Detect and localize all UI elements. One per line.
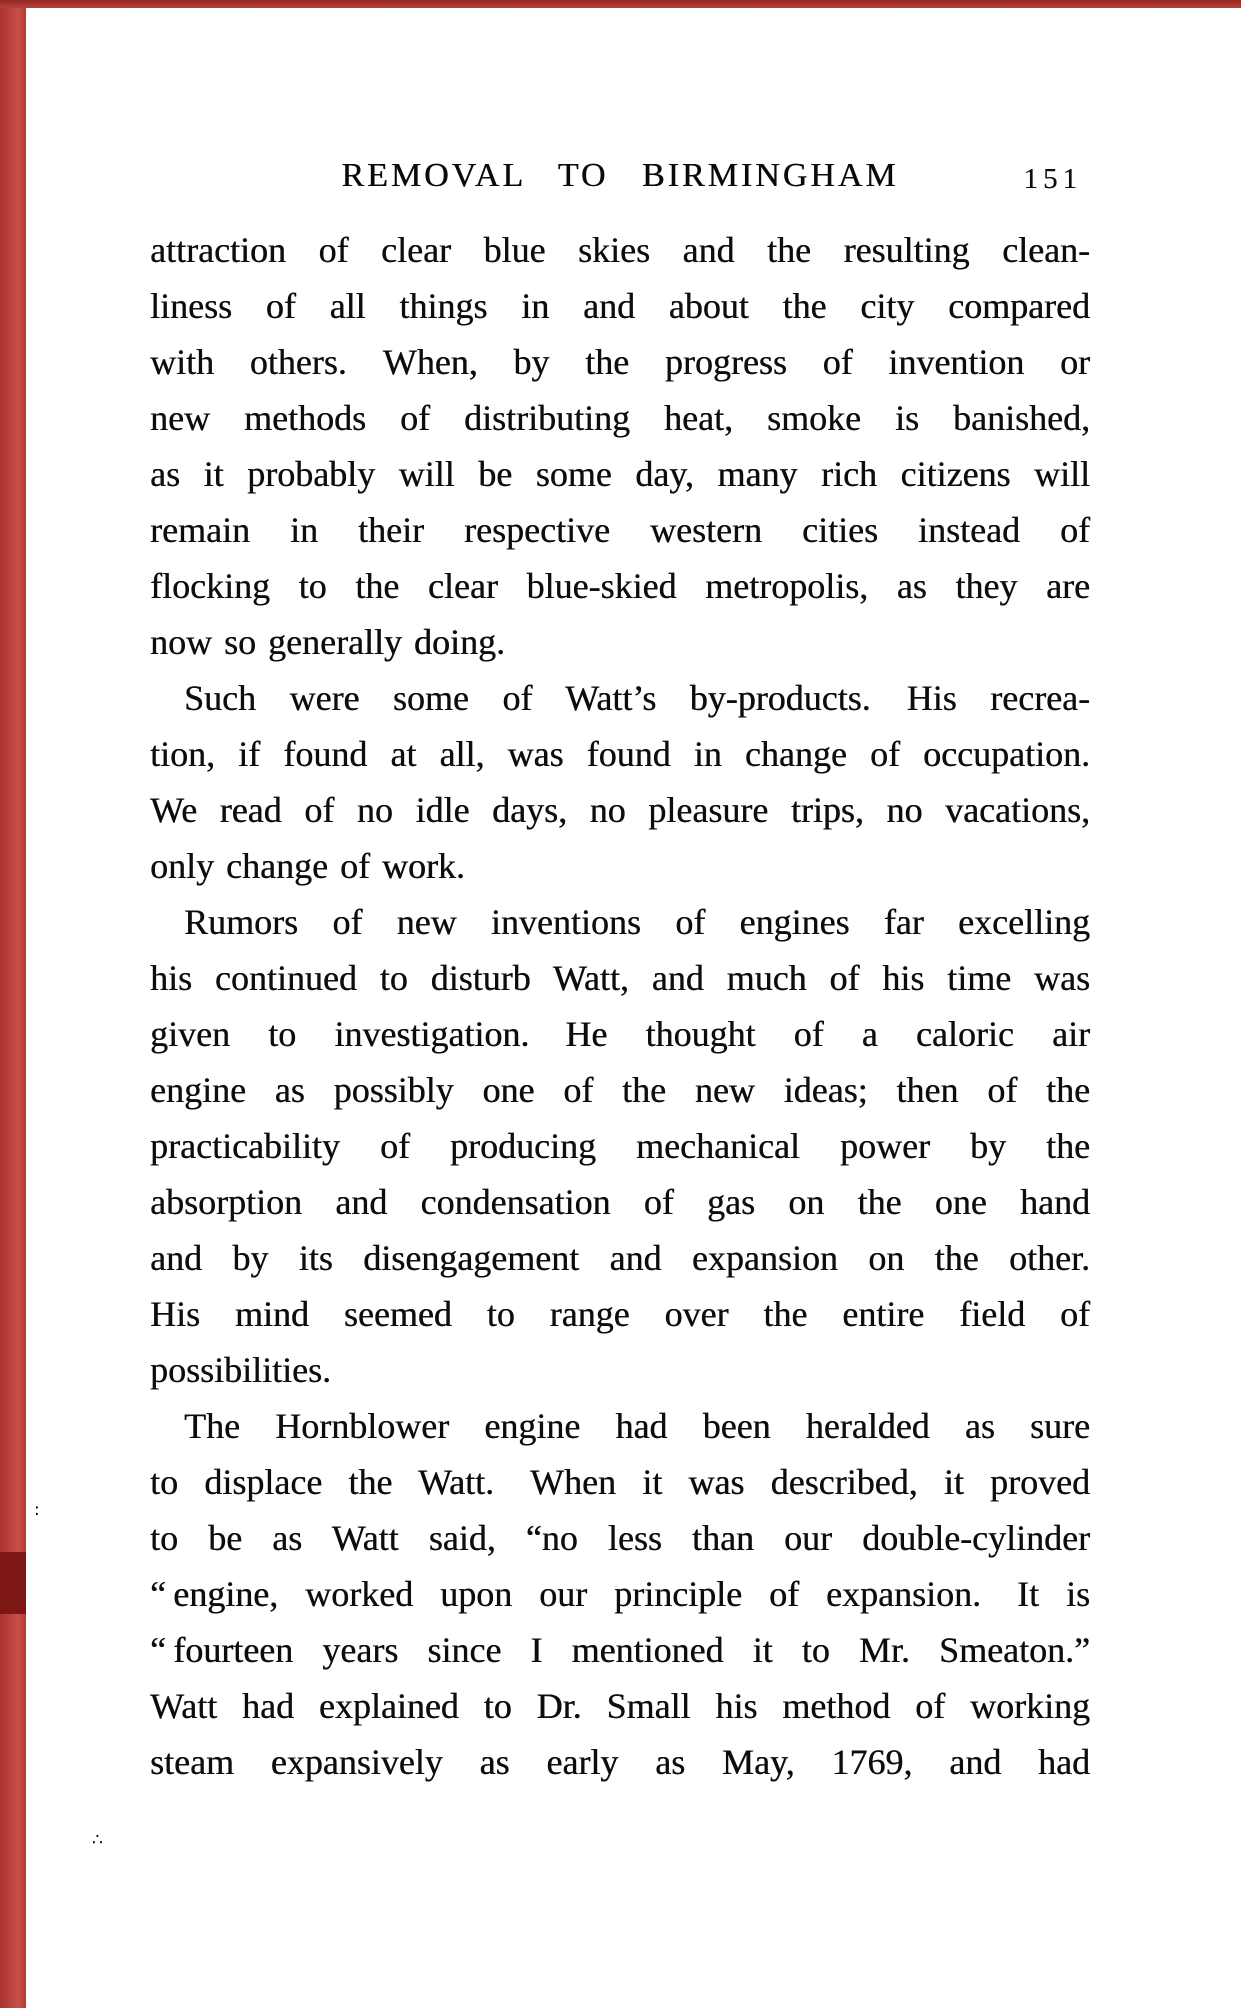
text-line: possibilities. <box>150 1350 332 1390</box>
scan-edge-left <box>0 0 26 2008</box>
text-line: new methods of distributing heat, smoke is banished, <box>150 398 1090 438</box>
paragraph <box>150 1398 1090 1790</box>
ink-speck: ∴ <box>92 1830 103 1850</box>
scan-edge-dark-blob <box>0 1552 26 1614</box>
text-line: Such were some of Watt’s by-products. His recrea- <box>184 678 1090 718</box>
paragraph <box>150 670 1090 894</box>
text-line: “ engine, worked upon our principle of expansion. It is <box>150 1574 1090 1614</box>
text-line: to displace the Watt. When it was described, it proved <box>150 1462 1090 1502</box>
text-line: liness of all things in and about the city compared <box>150 286 1090 326</box>
text-line: His mind seemed to range over the entire field of <box>150 1294 1090 1334</box>
ink-speck: : <box>34 1500 40 1520</box>
text-line: with others. When, by the progress of invention or <box>150 342 1090 382</box>
running-head <box>150 153 1090 199</box>
scan-edge-top <box>0 0 1241 8</box>
text-line: Rumors of new inventions of engines far excelling <box>184 902 1090 942</box>
text-line: The Hornblower engine had been heralded as sure <box>184 1406 1090 1446</box>
text-line: Watt had explained to Dr. Small his method of working <box>150 1686 1090 1726</box>
text-line: “ fourteen years since I mentioned it to Mr. Smeaton.” <box>150 1630 1090 1670</box>
body-text <box>150 222 1090 1790</box>
text-line: his continued to disturb Watt, and much of his time was <box>150 958 1090 998</box>
text-line: attraction of clear blue skies and the resulting clean- <box>150 230 1090 270</box>
paragraph <box>150 222 1090 670</box>
text-line: steam expansively as early as May, 1769, and had <box>150 1742 1090 1782</box>
text-line: tion, if found at all, was found in change of occupation. <box>150 734 1090 774</box>
text-line: engine as possibly one of the new ideas; then of the <box>150 1070 1090 1110</box>
text-line: and by its disengagement and expansion on the other. <box>150 1238 1090 1278</box>
text-line: as it probably will be some day, many rich citizens will <box>150 454 1090 494</box>
text-line: We read of no idle days, no pleasure trips, no vacations, <box>150 790 1090 830</box>
text-line: only change of work. <box>150 846 465 886</box>
text-line: given to investigation. He thought of a caloric air <box>150 1014 1090 1054</box>
text-line: absorption and condensation of gas on the one hand <box>150 1182 1090 1222</box>
text-line: remain in their respective western cities instead of <box>150 510 1090 550</box>
text-line: flocking to the clear blue-skied metropolis, as they are <box>150 566 1090 606</box>
text-line: to be as Watt said, “no less than our double-cylinder <box>150 1518 1090 1558</box>
text-line: practicability of producing mechanical power by the <box>150 1126 1090 1166</box>
chapter-title: REMOVAL TO BIRMINGHAM <box>341 157 899 194</box>
paragraph <box>150 894 1090 1398</box>
page-number: 151 <box>1023 163 1082 195</box>
text-line: now so generally doing. <box>150 622 505 662</box>
